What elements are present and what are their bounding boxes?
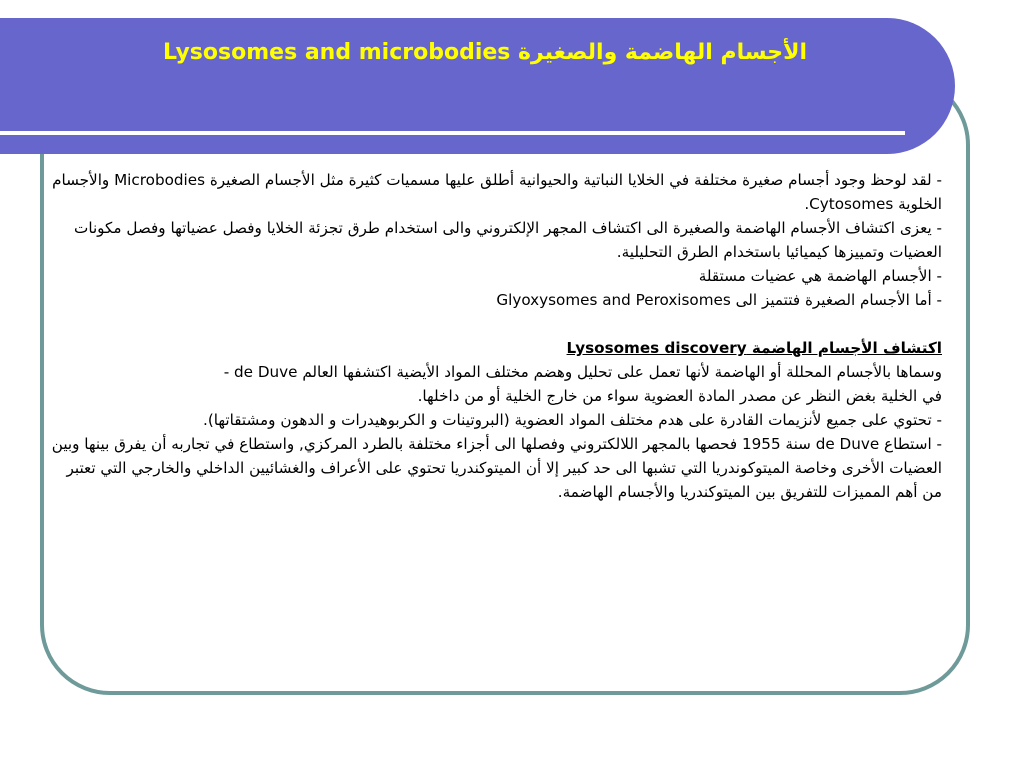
body-paragraph-7: - تحتوي على جميع لأنزيمات القادرة على هدم مختلف المواد العضوية (البروتينات و الكربوهيدرات و الدهون ومشتقاتها).	[203, 411, 942, 429]
body-paragraph-6: في الخلية بغض النظر عن مصدر المادة العضوية سواء من خارج الخلية أو من داخلها.	[417, 387, 942, 405]
body-paragraph-8: - استطاع de Duve سنة 1955 فحصها بالمجهر اللالكتروني وفصلها الى أجزاء مختلفة بالطرد المركزي, واستطاع في تجاربه أن يفرق بينها وبين العضيات الأخرى وخاصة الميتوكوندريا التي تشبها الى حد كبير إلا أن الميتوكندريا تحتوي على الأعراف والغشائيين الداخلي والخارجي التي تعتبر من أهم المميزات للتفريق بين الميتوكندريا والأجسام الهاضمة.	[51, 435, 942, 501]
body-paragraph-1: - لقد لوحظ وجود أجسام صغيرة مختلفة في الخلايا النباتية والحيوانية أطلق عليها مسميات كثيرة مثل الأجسام الصغيرة Microbodies والأجسام الخلوية Cytosomes.	[52, 171, 942, 213]
body-paragraph-5: - de Duve وسماها بالأجسام المحللة أو الهاضمة لأنها تعمل على تحليل وهضم مختلف المواد الأيضية اكتشفها العالم	[223, 363, 942, 381]
slide-title: Lysosomes and microbodies الأجسام الهاضمة والصغيرة	[162, 40, 808, 65]
body-paragraph-4: - أما الأجسام الصغيرة فتتميز الى Glyoxysomes and Peroxisomes	[496, 291, 942, 309]
blank-line	[50, 312, 942, 336]
body-paragraph-2: - يعزى اكتشاف الأجسام الهاضمة والصغيرة الى اكتشاف المجهر الإلكتروني والى استخدام طرق تجزئة الخلايا وفصل عضياتها وفصل مكونات العضيات وتمييزها كيميائيا باستخدام الطرق التحليلية.	[74, 219, 942, 261]
section-heading: اكتشاف الأجسام الهاضمة Lysosomes discovery	[566, 339, 942, 357]
title-divider	[0, 131, 905, 135]
body-paragraph-3: - الأجسام الهاضمة هي عضيات مستقلة	[698, 267, 942, 285]
slide-body	[50, 168, 942, 504]
